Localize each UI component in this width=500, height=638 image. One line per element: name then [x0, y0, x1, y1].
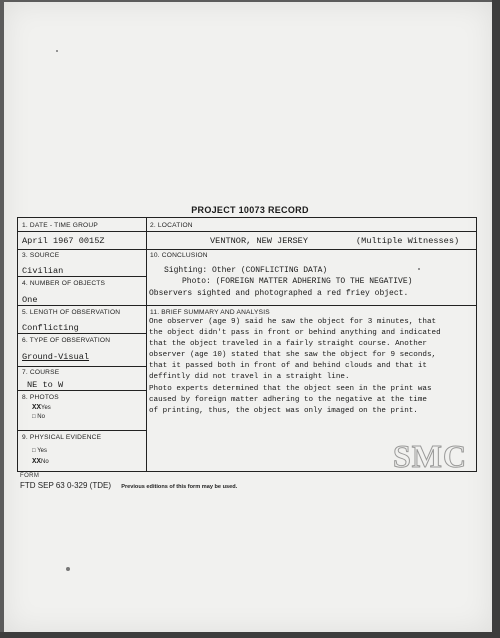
conclusion-summary: Observers sighted and photographed a red friey object.	[149, 289, 409, 298]
divider	[18, 249, 476, 250]
evidence-no-option: XXNo	[32, 458, 49, 466]
summary-line: of printing, thus, the object was only imaged on the print.	[149, 406, 418, 415]
record-form	[17, 217, 477, 472]
summary-text	[149, 317, 476, 417]
summary-line: caused by foreign matter adhering to the negative at the time	[149, 395, 427, 404]
scan-edge-bottom	[0, 632, 500, 638]
form-title: PROJECT 10073 RECORD	[191, 205, 309, 215]
divider	[18, 231, 476, 232]
divider	[18, 366, 146, 367]
previous-editions-note: Previous editions of this form may be used.	[121, 484, 238, 490]
scan-speck	[56, 50, 58, 52]
summary-line: Photo experts determined that the object seen in the print was	[149, 384, 432, 393]
scan-edge-right	[492, 0, 500, 638]
type-value: Ground-Visual	[22, 352, 90, 362]
form-number: FTD SEP 63 0-329 (TDE) Previous editions of this form may be used.	[20, 481, 238, 490]
summary-line: observer (age 10) stated that she saw the object for 9 seconds,	[149, 351, 437, 360]
source-value: Civilian	[22, 266, 64, 276]
smc-stamp: SMC	[393, 438, 468, 474]
summary-label: 11. BRIEF SUMMARY AND ANALYSIS	[150, 309, 270, 316]
summary-line: the object didn't pass in front or behind anything and indicated	[149, 329, 441, 338]
length-value: Conflicting	[22, 323, 79, 333]
conclusion-photo: Photo: (FOREIGN MATTER ADHERING TO THE NEGATIVE)	[182, 277, 413, 286]
evidence-yes-option: □ Yes	[32, 448, 47, 454]
location-value: VENTNOR, NEW JERSEY	[210, 236, 308, 246]
summary-line: that it passed both in front of and behind clouds and that it	[149, 362, 427, 371]
course-label: 7. COURSE	[22, 369, 60, 376]
course-value: NE to W	[27, 380, 64, 390]
summary-line: One observer (age 9) said he saw the object for 3 minutes, that	[149, 318, 437, 326]
divider	[18, 430, 146, 431]
date-time-value: April 1967 0015Z	[22, 236, 105, 246]
objects-value: One	[22, 295, 38, 305]
location-witnesses: (Multiple Witnesses)	[356, 236, 460, 246]
evidence-checkmark: XX	[32, 458, 42, 466]
scan-speck	[418, 268, 420, 270]
objects-label: 4. NUMBER OF OBJECTS	[22, 280, 106, 287]
empty-box-icon: □	[32, 414, 38, 420]
summary-line: that the object traveled in a fairly straight course. Another	[149, 340, 427, 349]
column-divider	[146, 218, 147, 471]
conclusion-label: 10. CONCLUSION	[150, 252, 208, 259]
summary-line: deffintly did not travel in a straight line.	[149, 373, 350, 382]
date-time-label: 1. DATE - TIME GROUP	[22, 222, 98, 229]
evidence-label: 9. PHYSICAL EVIDENCE	[22, 434, 102, 441]
empty-box-icon: □	[32, 448, 38, 454]
photos-label: 8. PHOTOS	[22, 394, 59, 401]
divider	[18, 390, 146, 391]
type-label: 6. TYPE OF OBSERVATION	[22, 337, 111, 344]
conclusion-sighting: Sighting: Other (CONFLICTING DATA)	[164, 266, 328, 275]
source-label: 3. SOURCE	[22, 252, 60, 259]
divider	[18, 305, 476, 306]
form-label: FORM	[20, 473, 40, 479]
divider	[18, 276, 146, 277]
photos-yes-option: XXYes	[32, 404, 51, 412]
divider	[18, 333, 146, 334]
length-label: 5. LENGTH OF OBSERVATION	[22, 309, 121, 316]
location-label: 2. LOCATION	[150, 222, 193, 229]
scan-speck	[66, 567, 70, 571]
photos-checkmark: XX	[32, 404, 42, 412]
photos-no-option: □ No	[32, 414, 45, 420]
